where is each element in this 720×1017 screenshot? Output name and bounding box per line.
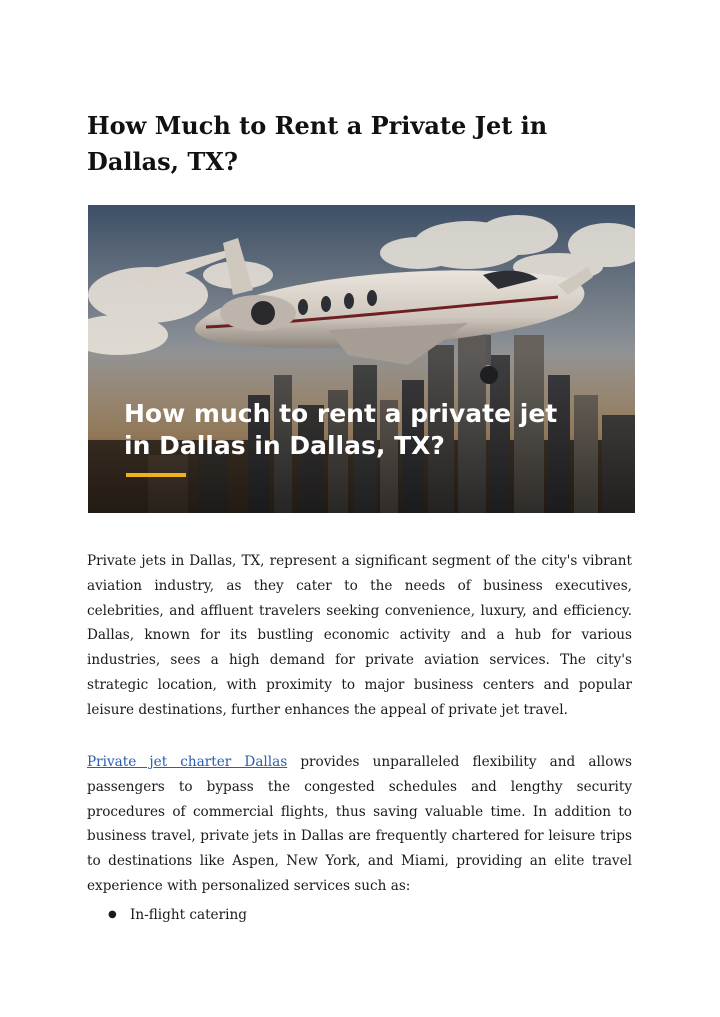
page-title: How Much to Rent a Private Jet in Dallas, TX?: [87, 111, 548, 176]
list-item: [108, 903, 247, 927]
charter-link[interactable]: Private jet charter Dallas: [87, 754, 288, 770]
hero-image: [88, 205, 635, 513]
hero-accent-bar: [126, 473, 186, 477]
paragraph-charter-text: provides unparalleled flexibility and allows passengers to bypass the congested schedules and lengthy security procedures of commercial flights, thus saving valuable time. In addition to business travel, private jets in Dallas are frequently chartered for leisure trips to destinations like Aspen, New York, and Miami, providing an elite travel experience with personalized services such as:: [87, 754, 632, 894]
list-item-text: In-flight catering: [130, 907, 247, 923]
paragraph-charter: [87, 750, 632, 899]
hero-overlay-line2: in Dallas in Dallas, TX?: [124, 431, 445, 460]
bullet-icon: ●: [108, 909, 117, 920]
paragraph-intro: Private jets in Dallas, TX, represent a significant segment of the city's vibrant aviation industry, as they cater to the needs of business executives, celebrities, and affluent travelers seeking convenience, luxury, and efficiency. Dallas, known for its bustling economic activity and a hub for various industries, sees a high demand for private aviation services. The city's strategic location, with proximity to major business centers and popular leisure destinations, further enhances the appeal of private jet travel.: [87, 553, 632, 718]
hero-illustration: [88, 205, 635, 513]
services-list: [108, 903, 247, 927]
hero-overlay-line1: How much to rent a private jet: [124, 399, 558, 428]
